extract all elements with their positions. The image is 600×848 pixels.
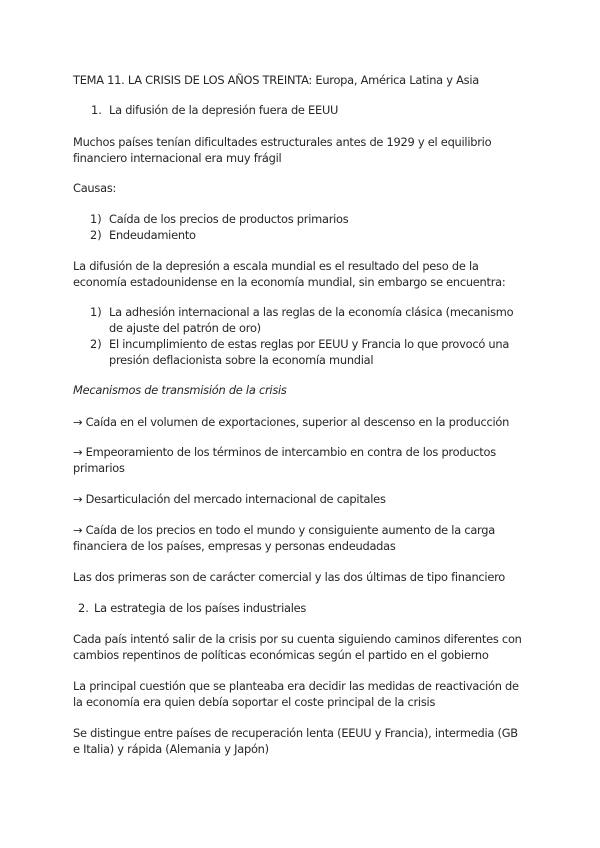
paragraph-line: Muchos países tenían dificultades estructurales antes de 1929 y el equilibrio <box>73 135 492 149</box>
document-title: TEMA 11. LA CRISIS DE LOS AÑOS TREINTA: Europa, América Latina y Asia <box>73 73 480 87</box>
paragraph-line: financiero internacional era muy frágil <box>73 151 282 165</box>
mecanismo-item-continuation: primarios <box>73 461 125 475</box>
paragraph-line: cambios repentinos de políticas económicas según el partido en el gobierno <box>73 648 489 662</box>
list-number: 1) <box>90 305 102 319</box>
list-item: Caída de los precios de productos primarios <box>109 212 349 226</box>
paragraph-line: La principal cuestión que se planteaba era decidir las medidas de reactivación de <box>73 679 519 693</box>
list-number: 2) <box>90 337 102 351</box>
list-item: La adhesión internacional a las reglas de la economía clásica (mecanismo <box>109 305 514 319</box>
list-item: El incumplimiento de estas reglas por EEUU y Francia lo que provocó una <box>109 337 510 351</box>
paragraph-line: Cada país intentó salir de la crisis por su cuenta siguiendo caminos diferentes con <box>73 632 522 646</box>
list-item-continuation: presión deflacionista sobre la economía mundial <box>109 353 374 367</box>
section-number: 2. <box>78 601 89 615</box>
list-number: 1) <box>90 212 102 226</box>
paragraph-line: La difusión de la depresión a escala mundial es el resultado del peso de la <box>73 259 479 273</box>
list-item: Endeudamiento <box>109 228 196 242</box>
paragraph-line: Las dos primeras son de carácter comercial y las dos últimas de tipo financiero <box>73 570 505 584</box>
causas-label: Causas: <box>73 181 117 195</box>
list-number: 2) <box>90 228 102 242</box>
mecanismo-item-continuation: financiera de los países, empresas y personas endeudadas <box>73 539 396 553</box>
mecanismo-item: → Desarticulación del mercado internacional de capitales <box>73 492 386 506</box>
mecanismos-label: Mecanismos de transmisión de la crisis <box>73 383 287 397</box>
mecanismo-item: → Caída en el volumen de exportaciones, superior al descenso en la producción <box>73 415 510 429</box>
section-heading: La estrategia de los países industriales <box>94 601 307 615</box>
mecanismo-item: → Empeoramiento de los términos de intercambio en contra de los productos <box>73 445 496 459</box>
list-item-continuation: de ajuste del patrón de oro) <box>109 321 261 335</box>
section-heading: La difusión de la depresión fuera de EEUU <box>109 103 339 117</box>
paragraph-line: economía estadounidense en la economía mundial, sin embargo se encuentra: <box>73 275 506 289</box>
section-number: 1. <box>91 103 102 117</box>
paragraph-line: Se distingue entre países de recuperación lenta (EEUU y Francia), intermedia (GB <box>73 726 518 740</box>
paragraph-line: e Italia) y rápida (Alemania y Japón) <box>73 742 269 756</box>
mecanismo-item: → Caída de los precios en todo el mundo y consiguiente aumento de la carga <box>73 523 496 537</box>
paragraph-line: la economía era quien debía soportar el coste principal de la crisis <box>73 695 436 709</box>
